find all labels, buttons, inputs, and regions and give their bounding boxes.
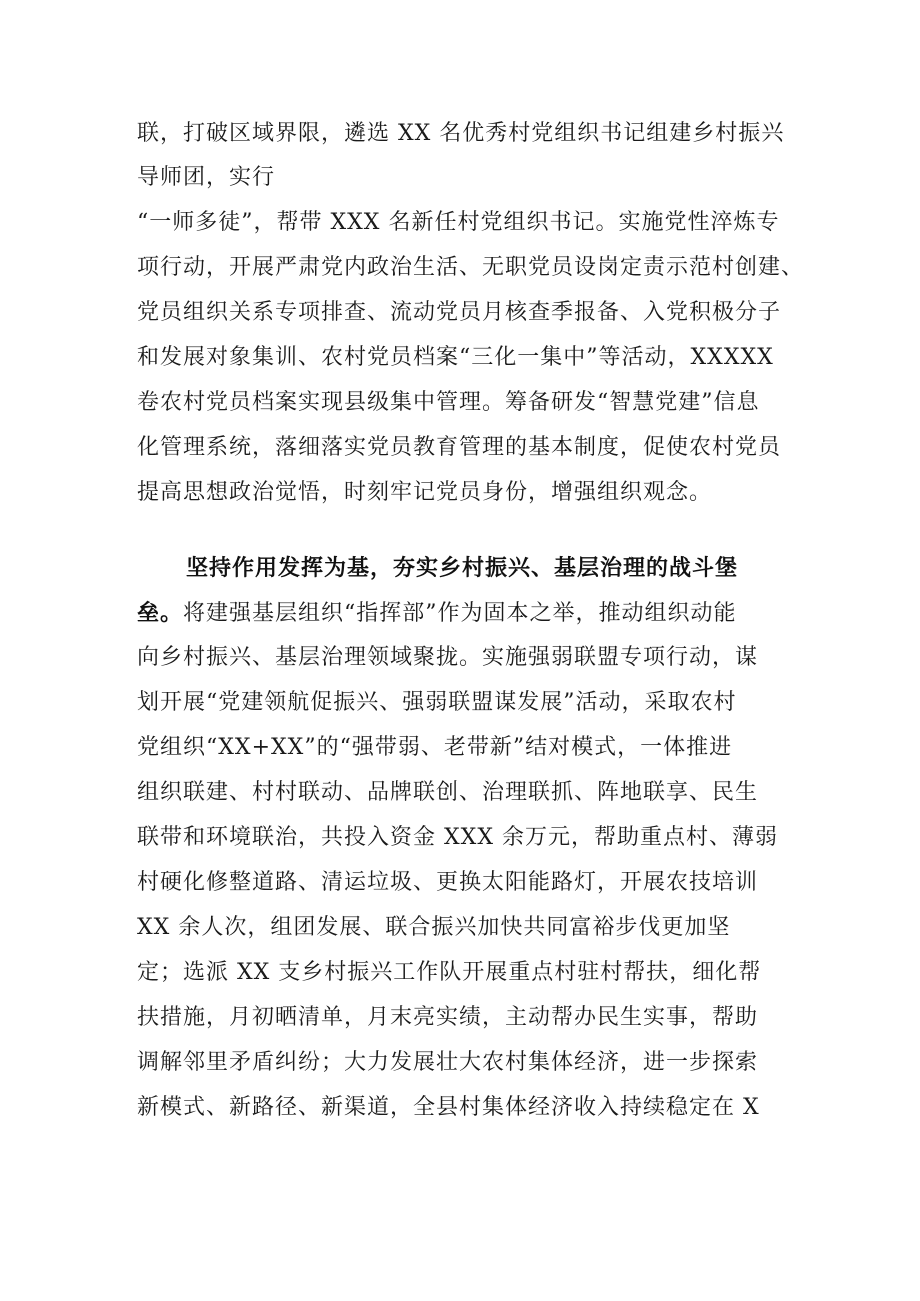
paragraph-1-line-7: 卷农村党员档案实现县级集中管理。筹备研发“智慧党建”信息 <box>137 390 760 415</box>
paragraph-2-line-5: 组织联建、村村联动、品牌联创、治理联抓、阵地联享、民生 <box>137 780 759 805</box>
paragraph-1-line-1: 联，打破区域界限，遴选 XX 名优秀村党组织书记组建乡村振兴 <box>137 121 785 146</box>
paragraph-2-line-9: 定；选派 XX 支乡村振兴工作队开展重点村驻村帮扶，细化帮 <box>137 960 762 985</box>
paragraph-2-heading-tail: 垒。 <box>137 600 184 626</box>
paragraph-1-line-2: 导师团，实行 <box>137 165 276 190</box>
paragraph-2-line-1 <box>137 598 787 629</box>
paragraph-2-heading: 坚持作用发挥为基，夯实乡村振兴、基层治理的战斗堡 <box>186 555 739 581</box>
paragraph-1-line-9: 提高思想政治觉悟，时刻牢记党员身份，增强组织观念。 <box>137 480 713 505</box>
paragraph-1-line-5: 党员组织关系专项排查、流动党员月核查季报备、入党积极分子 <box>137 300 782 325</box>
paragraph-2-line-6: 联带和环境联治，共投入资金 XXX 余万元，帮助重点村、薄弱 <box>137 825 778 850</box>
paragraph-2-line-7: 村硬化修整道路、清运垃圾、更换太阳能路灯，开展农技培训 <box>137 870 759 895</box>
paragraph-2-line-8: XX 余人次，组团发展、联合振兴加快共同富裕步伐更加坚 <box>137 915 731 940</box>
paragraph-2-line-10: 扶措施，月初晒清单，月末亮实绩，主动帮办民生实事，帮助 <box>137 1005 759 1030</box>
paragraph-2-line-11: 调解邻里矛盾纠纷；大力发展壮大农村集体经济，进一步探索 <box>137 1050 759 1075</box>
paragraph-2-line-4: 党组织“XX+XX”的“强带弱、老带新”结对模式，一体推进 <box>137 735 733 760</box>
paragraph-2-line-1-rest: 将建强基层组织“指挥部”作为固本之举，推动组织动能 <box>183 601 737 626</box>
paragraph-2-line-2: 向乡村振兴、基层治理领域聚拢。实施强弱联盟专项行动，谋 <box>137 645 759 670</box>
paragraph-1-line-6: 和发展对象集训、农村党员档案“三化一集中”等活动，XXXXX <box>137 345 774 370</box>
paragraph-2-line-3: 划开展“党建领航促振兴、强弱联盟谋发展”活动，采取农村 <box>137 690 737 715</box>
paragraph-1-line-8: 化管理系统，落细落实党员教育管理的基本制度，促使农村党员 <box>137 435 782 460</box>
paragraph-2-line-12: 新模式、新路径、新渠道，全县村集体经济收入持续稳定在 X <box>137 1095 760 1120</box>
paragraph-1-line-3: “一师多徒”，帮带 XXX 名新任村党组织书记。实施党性淬炼专 <box>137 210 780 235</box>
paragraph-1-line-4: 项行动，开展严肃党内政治生活、无职党员设岗定责示范村创建、 <box>137 255 805 280</box>
